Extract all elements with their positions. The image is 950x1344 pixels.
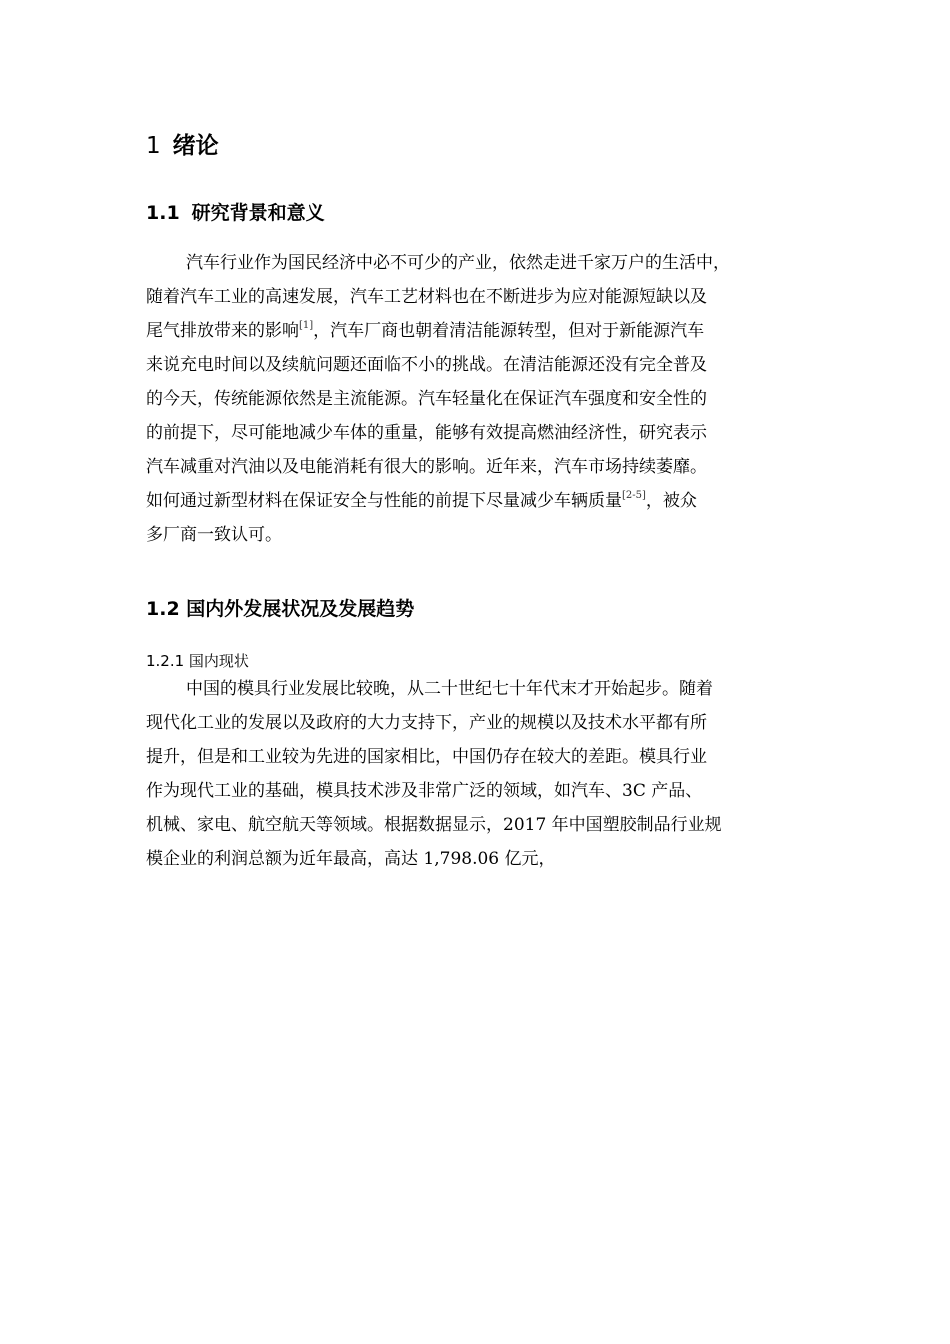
citation-marker: [1] xyxy=(299,320,314,331)
line-text: ，被众 xyxy=(645,491,697,511)
section-number: 1.1 xyxy=(146,202,180,224)
section-title: 研究背景和意义 xyxy=(191,202,325,224)
chapter-title: 绪论 xyxy=(172,133,219,159)
paragraph-line: 汽车减重对汽油以及电能消耗有很大的影响。近年来，汽车市场持续萎靡。 xyxy=(146,457,707,477)
paragraph-line: 机械、家电、航空航天等领域。根据数据显示，2017 年中国塑胶制品行业规 xyxy=(146,815,722,835)
paragraph-line: 随着汽车工业的高速发展，汽车工艺材料也在不断进步为应对能源短缺以及 xyxy=(146,287,707,307)
paragraph-domestic-status xyxy=(146,672,816,876)
chapter-number: 1 xyxy=(146,133,161,159)
paragraph-line: 来说充电时间以及续航问题还面临不小的挑战。在清洁能源还没有完全普及 xyxy=(146,355,707,375)
paragraph-line: 多厂商一致认可。 xyxy=(146,525,282,545)
subsection-heading-1-2-1: 1.2.1 国内现状 xyxy=(146,652,249,670)
paragraph-line: 模企业的利润总额为近年最高，高达 1,798.06 亿元， xyxy=(146,849,556,869)
paragraph-line: 作为现代工业的基础，模具技术涉及非常广泛的领域，如汽车、3C 产品、 xyxy=(146,781,703,801)
section-heading-1-1 xyxy=(146,199,325,227)
paragraph-line: 的今天，传统能源依然是主流能源。汽车轻量化在保证汽车强度和安全性的 xyxy=(146,389,707,409)
paragraph-line: 汽车行业作为国民经济中必不可少的产业，依然走进千家万户的生活中， xyxy=(186,253,730,273)
section-heading-1-2: 1.2 国内外发展状况及发展趋势 xyxy=(146,598,415,620)
paragraph-research-background xyxy=(146,246,816,552)
citation-marker: [2-5] xyxy=(622,490,646,501)
chapter-heading xyxy=(146,130,219,162)
line-text: 尾气排放带来的影响 xyxy=(146,321,299,341)
paragraph-line: 的前提下，尽可能地减少车体的重量，能够有效提高燃油经济性，研究表示 xyxy=(146,423,707,443)
paragraph-line xyxy=(146,314,816,348)
line-text: ，汽车厂商也朝着清洁能源转型，但对于新能源汽车 xyxy=(313,321,705,341)
line-text: 如何通过新型材料在保证安全与性能的前提下尽量减少车辆质量 xyxy=(146,491,622,511)
paragraph-line: 中国的模具行业发展比较晚，从二十世纪七十年代末才开始起步。随着 xyxy=(186,679,713,699)
paragraph-line: 现代化工业的发展以及政府的大力支持下，产业的规模以及技术水平都有所 xyxy=(146,713,707,733)
paragraph-line xyxy=(146,484,816,518)
paragraph-line: 提升，但是和工业较为先进的国家相比，中国仍存在较大的差距。模具行业 xyxy=(146,747,707,767)
